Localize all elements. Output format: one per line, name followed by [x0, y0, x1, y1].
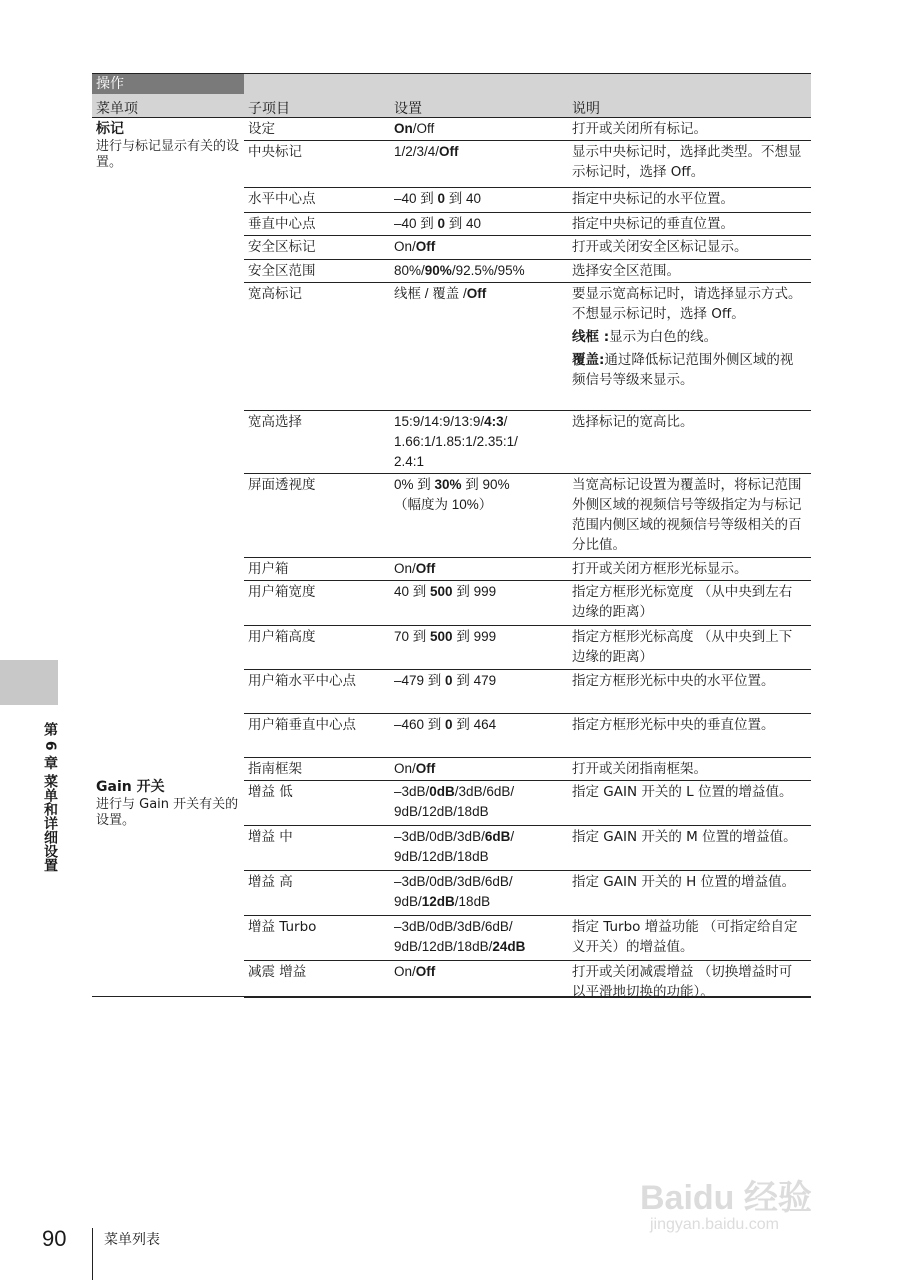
- description-cell: [572, 582, 804, 622]
- description-text: 打开或关闭方框形光标显示。: [572, 561, 748, 577]
- sub-item-cell: 增益 高: [248, 874, 293, 890]
- chapter-side-tab: [0, 660, 58, 705]
- description-text: 指定方框形光标中央的水平位置。: [572, 673, 775, 689]
- watermark-logo: Baidu 经验: [640, 1179, 812, 1217]
- description-cell: [572, 759, 804, 779]
- setting-cell: 0% 到 30% 到 90% （幅度为 10%）: [394, 477, 510, 512]
- note-term: 覆盖:: [572, 352, 605, 368]
- table-row: [244, 870, 811, 916]
- section-label: 操作: [92, 74, 244, 95]
- col-header-setting: 设置: [394, 101, 422, 117]
- description-cell: [572, 627, 804, 667]
- col-header-description: 说明: [572, 101, 600, 117]
- table-section-header: [92, 73, 811, 95]
- description-cell: [572, 559, 804, 579]
- table-row: [244, 669, 811, 714]
- setting-cell: –40 到 0 到 40: [394, 191, 482, 206]
- table-row: [244, 473, 811, 558]
- sub-item-cell: 垂直中心点: [248, 216, 316, 232]
- group-description: 进行与标记显示有关的设置。: [96, 139, 240, 170]
- setting-cell: On/Off: [394, 761, 436, 776]
- description-text: 指定 GAIN 开关的 M 位置的增益值。: [572, 829, 797, 845]
- table-row: [244, 259, 811, 283]
- description-cell: [572, 412, 804, 432]
- setting-cell: On/Off: [394, 121, 435, 136]
- sub-item-cell: 增益 中: [248, 829, 293, 845]
- description-text: 显示中央标记时，选择此类型。不想显示标记时，选择 Off。: [572, 144, 802, 180]
- table-row: [244, 187, 811, 213]
- description-cell: [572, 917, 804, 957]
- description-text: 打开或关闭指南框架。: [572, 761, 707, 777]
- table-row: [244, 117, 811, 141]
- table-row: [244, 410, 811, 474]
- col-header-menu-item: 菜单项: [96, 101, 138, 117]
- description-cell: [572, 284, 804, 390]
- description-cell: [572, 237, 804, 257]
- description-text: 指定方框形光标中央的垂直位置。: [572, 717, 775, 733]
- sub-item-cell: 设定: [248, 121, 275, 137]
- sub-item-cell: 指南框架: [248, 761, 302, 777]
- page-number: 90: [42, 1226, 67, 1251]
- note-text: 通过降低标记范围外侧区域的视频信号等级来显示。: [572, 352, 794, 388]
- setting-cell: 40 到 500 到 999: [394, 584, 497, 599]
- group-gain-switch: [96, 777, 242, 829]
- description-cell: [572, 475, 804, 555]
- col-header-sub-item: 子项目: [248, 101, 290, 117]
- setting-cell: –3dB/0dB/3dB/6dB/ 9dB/12dB/18dB: [394, 829, 515, 864]
- sub-item-cell: 用户箱水平中心点: [248, 673, 356, 689]
- description-text: 指定中央标记的水平位置。: [572, 191, 734, 207]
- table-bottom-rule: [92, 996, 811, 997]
- setting-cell: –40 到 0 到 40: [394, 216, 482, 231]
- setting-cell: 80%/90%/92.5%/95%: [394, 263, 525, 278]
- sub-item-cell: 用户箱宽度: [248, 584, 316, 600]
- description-text: 打开或关闭减震增益 （切换增益时可以平滑地切换的功能）。: [572, 964, 793, 1000]
- description-cell: [572, 119, 804, 139]
- description-text: 选择安全区范围。: [572, 263, 680, 279]
- sub-item-cell: 减震 增益: [248, 964, 307, 980]
- table-row: [244, 757, 811, 781]
- chapter-side-label: 第 6 章 菜单和详细设置: [42, 722, 58, 873]
- setting-cell: 线框 / 覆盖 /Off: [394, 286, 487, 301]
- setting-cell: –460 到 0 到 464: [394, 717, 497, 732]
- setting-cell: On/Off: [394, 239, 436, 254]
- setting-cell: –479 到 0 到 479: [394, 673, 497, 688]
- setting-cell: On/Off: [394, 561, 436, 576]
- footer-title: 菜单列表: [104, 1232, 160, 1248]
- setting-cell: –3dB/0dB/3dB/6dB/ 9dB/12dB/18dB: [394, 874, 513, 909]
- description-cell: [572, 715, 804, 735]
- group-description: 进行与 Gain 开关有关的设置。: [96, 797, 239, 828]
- description-text: 指定 Turbo 增益功能 （可指定给自定义开关）的增益值。: [572, 919, 798, 955]
- description-cell: [572, 142, 804, 182]
- description-text: 打开或关闭所有标记。: [572, 121, 707, 137]
- description-text: 当宽高标记设置为覆盖时，将标记范围外侧区域的视频信号等级指定为与标记范围内侧区域的视频信号等级相关的百分比值。: [572, 477, 802, 553]
- table-row: [244, 140, 811, 188]
- description-text: 打开或关闭安全区标记显示。: [572, 239, 748, 255]
- table-row: [244, 915, 811, 961]
- sub-item-cell: 宽高选择: [248, 414, 302, 430]
- description-cell: [572, 261, 804, 281]
- setting-cell: –3dB/0dB/3dB/6dB/ 9dB/12dB/18dB: [394, 784, 515, 819]
- description-cell: [572, 189, 804, 209]
- table-row: [244, 780, 811, 826]
- note-term: 线框 :: [572, 329, 610, 345]
- group-title: 标记: [96, 121, 124, 137]
- description-text: 指定 GAIN 开关的 L 位置的增益值。: [572, 784, 793, 800]
- table-row: [244, 825, 811, 871]
- sub-item-cell: 水平中心点: [248, 191, 316, 207]
- sub-item-cell: 增益 低: [248, 784, 293, 800]
- sub-item-cell: 用户箱高度: [248, 629, 316, 645]
- description-text: 选择标记的宽高比。: [572, 414, 694, 430]
- description-note: [572, 350, 804, 390]
- sub-item-cell: 安全区范围: [248, 263, 316, 279]
- table-row: [244, 625, 811, 670]
- table-row: [244, 212, 811, 236]
- table-row: [244, 713, 811, 758]
- table-row: [244, 235, 811, 260]
- description-text: 指定 GAIN 开关的 H 位置的增益值。: [572, 874, 796, 890]
- watermark-url: jingyan.baidu.com: [650, 1216, 779, 1233]
- description-cell: [572, 214, 804, 234]
- setting-cell: 15:9/14:9/13:9/4:3/ 1.66:1/1.85:1/2.35:1/ 2.4:1: [394, 414, 518, 469]
- table-column-header: [92, 94, 811, 118]
- sub-item-cell: 宽高标记: [248, 286, 302, 302]
- description-text: 要显示宽高标记时，请选择显示方式。不想显示标记时，选择 Off。: [572, 286, 802, 322]
- table-row: [244, 557, 811, 581]
- description-note: [572, 327, 804, 347]
- description-cell: [572, 671, 804, 691]
- setting-cell: 70 到 500 到 999: [394, 629, 497, 644]
- sub-item-cell: 用户箱: [248, 561, 289, 577]
- description-cell: [572, 782, 804, 802]
- setting-cell: –3dB/0dB/3dB/6dB/ 9dB/12dB/18dB/24dB: [394, 919, 526, 954]
- footer-divider: [92, 1228, 93, 1280]
- description-text: 指定方框形光标高度 （从中央到上下边缘的距离）: [572, 629, 793, 665]
- sub-item-cell: 屏面透视度: [248, 477, 316, 493]
- sub-item-cell: 安全区标记: [248, 239, 316, 255]
- description-text: 指定方框形光标宽度 （从中央到左右边缘的距离）: [572, 584, 793, 620]
- table-row: [244, 580, 811, 626]
- note-text: 显示为白色的线。: [609, 329, 718, 345]
- setting-cell: On/Off: [394, 964, 436, 979]
- group-title: Gain 开关: [96, 779, 165, 795]
- setting-cell: 1/2/3/4/Off: [394, 144, 459, 159]
- description-cell: [572, 827, 804, 847]
- table-row: [244, 960, 811, 998]
- sub-item-cell: 用户箱垂直中心点: [248, 717, 356, 733]
- group-markers: [96, 119, 242, 171]
- description-text: 指定中央标记的垂直位置。: [572, 216, 734, 232]
- table-row: [244, 282, 811, 411]
- sub-item-cell: 中央标记: [248, 144, 302, 160]
- sub-item-cell: 增益 Turbo: [248, 919, 317, 935]
- description-cell: [572, 872, 804, 892]
